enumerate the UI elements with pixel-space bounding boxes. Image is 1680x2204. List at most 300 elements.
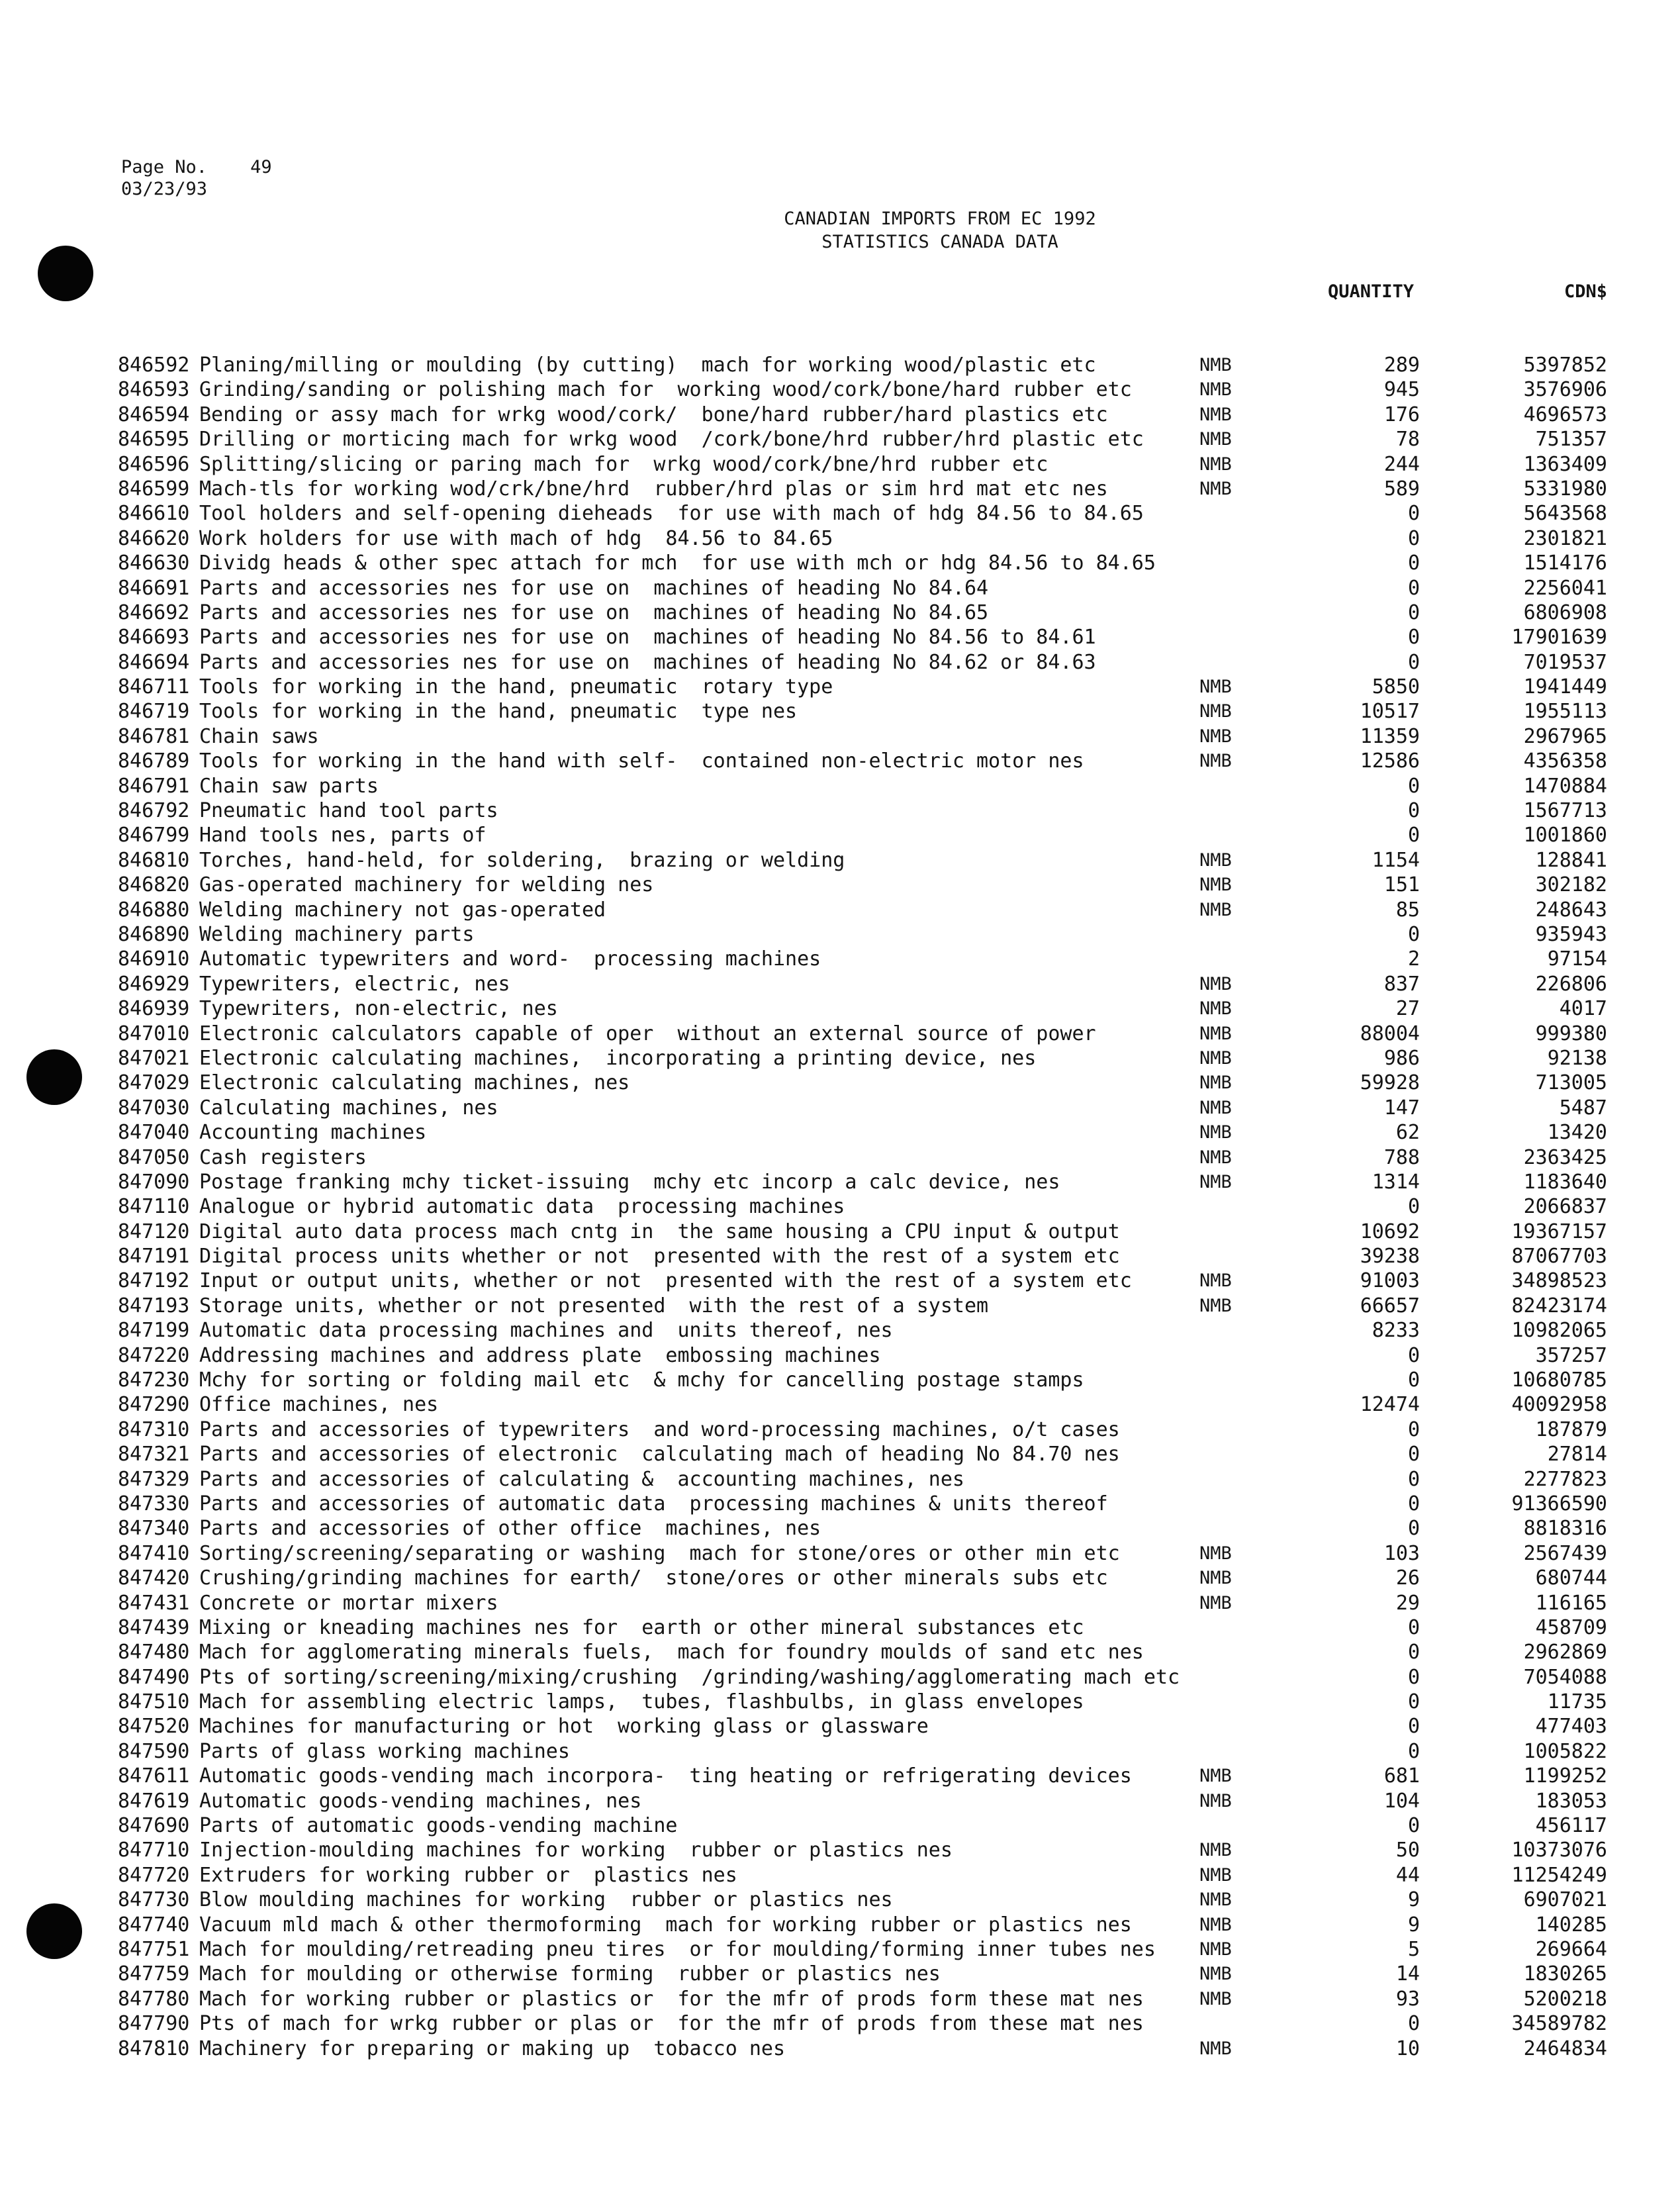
table-row — [0, 873, 1680, 897]
unit-of-measure: NMB — [1199, 1840, 1232, 1861]
table-row — [0, 1467, 1680, 1492]
commodity-description: Electronic calculators capable of oper without an external source of power — [199, 1022, 1096, 1045]
commodity-code: 847510 — [118, 1690, 190, 1714]
quantity-value: 0 — [1407, 1492, 1420, 1515]
unit-of-measure: NMB — [1199, 355, 1232, 375]
quantity-value: 0 — [1407, 1715, 1420, 1739]
table-row — [0, 1739, 1680, 1764]
table-row — [0, 1442, 1680, 1466]
table-row — [0, 501, 1680, 526]
report-title: CANADIAN IMPORTS FROM EC 1992 — [784, 209, 1096, 229]
commodity-description: Mixing or kneading machines nes for earth or other mineral substances etc — [199, 1615, 1084, 1639]
table-row — [0, 1046, 1680, 1071]
commodity-code: 847790 — [118, 2012, 190, 2036]
commodity-description: Planing/milling or moulding (by cutting) mach for working wood/plastic etc — [199, 354, 1096, 377]
quantity-value: 44 — [1395, 1863, 1420, 1887]
commodity-code: 847230 — [118, 1368, 190, 1392]
cdn-dollar-value: 2301821 — [1523, 526, 1607, 550]
cdn-dollar-value: 456117 — [1535, 1814, 1607, 1838]
commodity-code: 847310 — [118, 1417, 190, 1441]
commodity-code: 847590 — [118, 1739, 190, 1763]
cdn-dollar-value: 226806 — [1535, 972, 1607, 996]
commodity-description: Chain saws — [199, 724, 319, 748]
cdn-dollar-value: 1183640 — [1523, 1170, 1607, 1194]
table-row — [0, 996, 1680, 1021]
table-row — [0, 1318, 1680, 1343]
commodity-code: 846799 — [118, 824, 190, 847]
commodity-code: 847710 — [118, 1839, 190, 1862]
commodity-code: 846691 — [118, 576, 190, 600]
cdn-dollar-value: 10680785 — [1511, 1368, 1607, 1392]
cdn-dollar-value: 1005822 — [1523, 1739, 1607, 1763]
commodity-code: 846929 — [118, 972, 190, 996]
quantity-value: 91003 — [1360, 1269, 1420, 1293]
cdn-dollar-value: 34898523 — [1511, 1269, 1607, 1293]
unit-of-measure: NMB — [1199, 429, 1232, 450]
commodity-description: Pts of mach for wrkg rubber or plas or for the mfr of prods from these mat nes — [199, 2012, 1144, 2036]
table-row — [0, 1244, 1680, 1269]
unit-of-measure: NMB — [1199, 454, 1232, 475]
table-row — [0, 1690, 1680, 1714]
table-row — [0, 724, 1680, 749]
cdn-dollar-value: 1363409 — [1523, 452, 1607, 476]
table-row — [0, 823, 1680, 847]
cdn-dollar-value: 116165 — [1535, 1591, 1607, 1615]
table-row — [0, 1863, 1680, 1888]
commodity-description: Gas-operated machinery for welding nes — [199, 873, 654, 897]
table-row — [0, 526, 1680, 551]
commodity-description: Work holders for use with mach of hdg 84.56 to 84.65 — [199, 526, 833, 550]
cdn-dollar-value: 5487 — [1559, 1096, 1607, 1120]
table-row — [0, 427, 1680, 452]
table-row — [0, 625, 1680, 649]
commodity-code: 847759 — [118, 1962, 190, 1986]
commodity-description: Crushing/grinding machines for earth/ stone/ores or other minerals subs etc — [199, 1566, 1108, 1590]
cdn-dollar-value: 2277823 — [1523, 1467, 1607, 1491]
quantity-value: 0 — [1407, 551, 1420, 575]
commodity-code: 847751 — [118, 1938, 190, 1961]
commodity-description: Typewriters, non-electric, nes — [199, 997, 558, 1021]
table-row — [0, 1764, 1680, 1788]
commodity-code: 847740 — [118, 1913, 190, 1937]
unit-of-measure: NMB — [1199, 1122, 1232, 1143]
unit-of-measure: NMB — [1199, 1790, 1232, 1811]
commodity-description: Parts and accessories of automatic data processing machines & units thereof — [199, 1492, 1108, 1515]
table-row — [0, 1022, 1680, 1046]
import-table — [0, 353, 1680, 2061]
table-row — [0, 551, 1680, 575]
commodity-description: Mach-tls for working wod/crk/bne/hrd rubber/hrd plas or sim hrd mat etc nes — [199, 477, 1108, 501]
table-row — [0, 452, 1680, 477]
table-row — [0, 1640, 1680, 1664]
commodity-code: 847520 — [118, 1715, 190, 1739]
commodity-code: 847730 — [118, 1888, 190, 1912]
commodity-code: 847619 — [118, 1789, 190, 1813]
quantity-value: 5850 — [1372, 675, 1420, 699]
commodity-description: Tools for working in the hand with self- contained non-electric motor nes — [199, 749, 1084, 773]
quantity-value: 5 — [1407, 1938, 1420, 1961]
quantity-value: 1314 — [1372, 1170, 1420, 1194]
quantity-value: 589 — [1383, 477, 1420, 501]
quantity-value: 788 — [1383, 1145, 1420, 1169]
commodity-description: Digital auto data process mach cntg in the same housing a CPU input & output — [199, 1220, 1120, 1243]
commodity-description: Mach for agglomerating minerals fuels, mach for foundry moulds of sand etc nes — [199, 1641, 1144, 1664]
commodity-code: 847420 — [118, 1566, 190, 1590]
commodity-code: 846711 — [118, 675, 190, 699]
table-row — [0, 1368, 1680, 1392]
table-row — [0, 1120, 1680, 1145]
commodity-description: Torches, hand-held, for soldering, brazing or welding — [199, 848, 845, 872]
commodity-code: 847431 — [118, 1591, 190, 1615]
unit-of-measure: NMB — [1199, 1592, 1232, 1613]
cdn-dollar-value: 1470884 — [1523, 774, 1607, 798]
unit-of-measure: NMB — [1199, 379, 1232, 401]
report-subtitle: STATISTICS CANADA DATA — [821, 232, 1058, 252]
commodity-description: Automatic data processing machines and units thereof, nes — [199, 1319, 893, 1343]
commodity-code: 846592 — [118, 354, 190, 377]
cdn-dollar-value: 248643 — [1535, 898, 1607, 922]
commodity-description: Tools for working in the hand, pneumatic rotary type — [199, 675, 833, 699]
commodity-code: 847490 — [118, 1665, 190, 1689]
quantity-value: 0 — [1407, 2012, 1420, 2036]
cdn-dollar-value: 2363425 — [1523, 1145, 1607, 1169]
cdn-dollar-value: 92138 — [1547, 1046, 1607, 1070]
commodity-code: 847191 — [118, 1245, 190, 1269]
table-row — [0, 898, 1680, 922]
quantity-value: 66657 — [1360, 1294, 1420, 1318]
commodity-description: Dividg heads & other spec attach for mch for use with mch or hdg 84.56 to 84.65 — [199, 551, 1156, 575]
commodity-code: 846719 — [118, 700, 190, 724]
quantity-value: 39238 — [1360, 1245, 1420, 1269]
unit-of-measure: NMB — [1199, 1171, 1232, 1192]
cdn-dollar-value: 97154 — [1547, 947, 1607, 971]
table-row — [0, 922, 1680, 947]
commodity-description: Mach for assembling electric lamps, tubes, flashbulbs, in glass envelopes — [199, 1690, 1084, 1714]
cdn-dollar-value: 82423174 — [1511, 1294, 1607, 1318]
cdn-dollar-value: 2962869 — [1523, 1641, 1607, 1664]
cdn-dollar-value: 7019537 — [1523, 650, 1607, 674]
commodity-code: 846939 — [118, 997, 190, 1021]
cdn-dollar-value: 935943 — [1535, 922, 1607, 946]
commodity-description: Automatic typewriters and word- processing machines — [199, 947, 821, 971]
commodity-code: 847029 — [118, 1071, 190, 1095]
unit-of-measure: NMB — [1199, 875, 1232, 896]
quantity-value: 1154 — [1372, 848, 1420, 872]
table-row — [0, 1813, 1680, 1838]
unit-of-measure: NMB — [1199, 677, 1232, 698]
quantity-value: 50 — [1395, 1839, 1420, 1862]
commodity-description: Drilling or morticing mach for wrkg wood /cork/bone/hrd rubber/hrd plastic etc — [199, 428, 1144, 452]
cdn-dollar-value: 40092958 — [1511, 1393, 1607, 1417]
page-label: Page No. — [121, 157, 208, 177]
commodity-description: Mach for working rubber or plastics or for the mfr of prods form these mat nes — [199, 1987, 1144, 2011]
table-row — [0, 1714, 1680, 1739]
commodity-description: Mach for moulding or otherwise forming rubber or plastics nes — [199, 1962, 941, 1986]
unit-of-measure: NMB — [1199, 404, 1232, 425]
quantity-value: 2 — [1407, 947, 1420, 971]
column-header-quantity: QUANTITY — [1328, 281, 1415, 302]
cdn-dollar-value: 5200218 — [1523, 1987, 1607, 2011]
table-row — [0, 1492, 1680, 1516]
quantity-value: 78 — [1395, 428, 1420, 452]
commodity-description: Calculating machines, nes — [199, 1096, 498, 1120]
quantity-value: 986 — [1383, 1046, 1420, 1070]
quantity-value: 9 — [1407, 1888, 1420, 1912]
commodity-description: Analogue or hybrid automatic data processing machines — [199, 1195, 845, 1219]
commodity-code: 847021 — [118, 1046, 190, 1070]
commodity-code: 847780 — [118, 1987, 190, 2011]
unit-of-measure: NMB — [1199, 1023, 1232, 1044]
quantity-value: 9 — [1407, 1913, 1420, 1937]
cdn-dollar-value: 2567439 — [1523, 1541, 1607, 1565]
quantity-value: 0 — [1407, 650, 1420, 674]
table-row — [0, 1541, 1680, 1566]
table-row — [0, 403, 1680, 427]
unit-of-measure: NMB — [1199, 1047, 1232, 1069]
cdn-dollar-value: 2256041 — [1523, 576, 1607, 600]
table-row — [0, 1170, 1680, 1194]
unit-of-measure: NMB — [1199, 1568, 1232, 1589]
table-row — [0, 600, 1680, 625]
table-row — [0, 1392, 1680, 1417]
quantity-value: 62 — [1395, 1121, 1420, 1145]
commodity-description: Input or output units, whether or not presented with the rest of a system etc — [199, 1269, 1132, 1293]
unit-of-measure: NMB — [1199, 751, 1232, 772]
cdn-dollar-value: 2464834 — [1523, 2036, 1607, 2060]
table-row — [0, 1096, 1680, 1120]
unit-of-measure: NMB — [1199, 1295, 1232, 1316]
unit-of-measure: NMB — [1199, 1543, 1232, 1564]
commodity-description: Concrete or mortar mixers — [199, 1591, 498, 1615]
table-row — [0, 1269, 1680, 1293]
cdn-dollar-value: 3576906 — [1523, 378, 1607, 402]
commodity-description: Welding machinery parts — [199, 922, 475, 946]
cdn-dollar-value: 13420 — [1547, 1121, 1607, 1145]
commodity-description: Splitting/slicing or paring mach for wrkg wood/cork/bne/hrd rubber etc — [199, 452, 1049, 476]
quantity-value: 10692 — [1360, 1220, 1420, 1243]
commodity-code: 846693 — [118, 626, 190, 649]
commodity-code: 846595 — [118, 428, 190, 452]
cdn-dollar-value: 7054088 — [1523, 1665, 1607, 1689]
unit-of-measure: NMB — [1199, 2038, 1232, 2059]
commodity-description: Parts and accessories of typewriters and word-processing machines, o/t cases — [199, 1417, 1120, 1441]
commodity-description: Pts of sorting/screening/mixing/crushing /grinding/washing/agglomerating mach etc — [199, 1665, 1180, 1689]
cdn-dollar-value: 1001860 — [1523, 824, 1607, 847]
cdn-dollar-value: 140285 — [1535, 1913, 1607, 1937]
quantity-value: 0 — [1407, 1690, 1420, 1714]
unit-of-measure: NMB — [1199, 849, 1232, 871]
cdn-dollar-value: 6806908 — [1523, 600, 1607, 624]
cdn-dollar-value: 269664 — [1535, 1938, 1607, 1961]
table-row — [0, 675, 1680, 699]
commodity-description: Parts and accessories of electronic calculating mach of heading No 84.70 nes — [199, 1443, 1120, 1466]
quantity-value: 0 — [1407, 1467, 1420, 1491]
quantity-value: 0 — [1407, 922, 1420, 946]
table-row — [0, 1343, 1680, 1368]
table-row — [0, 1194, 1680, 1219]
quantity-value: 0 — [1407, 1814, 1420, 1838]
table-row — [0, 1220, 1680, 1244]
quantity-value: 289 — [1383, 354, 1420, 377]
quantity-value: 27 — [1395, 997, 1420, 1021]
commodity-description: Pneumatic hand tool parts — [199, 799, 498, 823]
commodity-description: Bending or assy mach for wrkg wood/cork/ bone/hard rubber/hard plastics etc — [199, 403, 1108, 426]
commodity-description: Tools for working in the hand, pneumatic type nes — [199, 700, 798, 724]
unit-of-measure: NMB — [1199, 1097, 1232, 1118]
quantity-value: 147 — [1383, 1096, 1420, 1120]
cdn-dollar-value: 183053 — [1535, 1789, 1607, 1813]
commodity-description: Parts and accessories nes for use on machines of heading No 84.56 to 84.61 — [199, 626, 1096, 649]
quantity-value: 59928 — [1360, 1071, 1420, 1095]
quantity-value: 0 — [1407, 1641, 1420, 1664]
table-row — [0, 1987, 1680, 2011]
quantity-value: 945 — [1383, 378, 1420, 402]
unit-of-measure: NMB — [1199, 1939, 1232, 1960]
table-row — [0, 848, 1680, 873]
cdn-dollar-value: 187879 — [1535, 1417, 1607, 1441]
commodity-description: Storage units, whether or not presented with the rest of a system — [199, 1294, 989, 1318]
commodity-description: Sorting/screening/separating or washing mach for stone/ores or other min etc — [199, 1541, 1120, 1565]
commodity-description: Automatic goods-vending machines, nes — [199, 1789, 642, 1813]
cdn-dollar-value: 19367157 — [1511, 1220, 1607, 1243]
table-row — [0, 377, 1680, 402]
cdn-dollar-value: 17901639 — [1511, 626, 1607, 649]
commodity-code: 847410 — [118, 1541, 190, 1565]
table-row — [0, 1937, 1680, 1962]
commodity-code: 847439 — [118, 1615, 190, 1639]
table-row — [0, 650, 1680, 675]
table-row — [0, 1838, 1680, 1862]
commodity-code: 846890 — [118, 922, 190, 946]
commodity-description: Electronic calculating machines, incorporating a printing device, nes — [199, 1046, 1037, 1070]
cdn-dollar-value: 10373076 — [1511, 1839, 1607, 1862]
commodity-description: Parts and accessories nes for use on machines of heading No 84.62 or 84.63 — [199, 650, 1096, 674]
commodity-description: Welding machinery not gas-operated — [199, 898, 606, 922]
table-row — [0, 774, 1680, 798]
table-row — [0, 1294, 1680, 1318]
commodity-code: 847340 — [118, 1517, 190, 1541]
table-row — [0, 749, 1680, 773]
quantity-value: 0 — [1407, 502, 1420, 526]
commodity-description: Parts and accessories of calculating & accounting machines, nes — [199, 1467, 964, 1491]
cdn-dollar-value: 2066837 — [1523, 1195, 1607, 1219]
unit-of-measure: NMB — [1199, 998, 1232, 1020]
commodity-code: 846781 — [118, 724, 190, 748]
quantity-value: 104 — [1383, 1789, 1420, 1813]
cdn-dollar-value: 1514176 — [1523, 551, 1607, 575]
quantity-value: 0 — [1407, 600, 1420, 624]
table-row — [0, 2011, 1680, 2036]
unit-of-measure: NMB — [1199, 1766, 1232, 1787]
quantity-value: 151 — [1383, 873, 1420, 897]
quantity-value: 0 — [1407, 1443, 1420, 1466]
commodity-code: 846610 — [118, 502, 190, 526]
commodity-code: 847040 — [118, 1121, 190, 1145]
commodity-code: 846594 — [118, 403, 190, 426]
commodity-code: 847321 — [118, 1443, 190, 1466]
column-header-value: CDN$ — [1563, 281, 1607, 302]
unit-of-measure: NMB — [1199, 1914, 1232, 1935]
unit-of-measure: NMB — [1199, 1073, 1232, 1094]
unit-of-measure: NMB — [1199, 701, 1232, 722]
cdn-dollar-value: 5643568 — [1523, 502, 1607, 526]
commodity-description: Injection-moulding machines for working rubber or plastics nes — [199, 1839, 953, 1862]
report-date: 03/23/93 — [121, 179, 208, 199]
quantity-value: 11359 — [1360, 724, 1420, 748]
cdn-dollar-value: 713005 — [1535, 1071, 1607, 1095]
cdn-dollar-value: 302182 — [1535, 873, 1607, 897]
table-row — [0, 1566, 1680, 1590]
unit-of-measure: NMB — [1199, 1270, 1232, 1292]
commodity-code: 846593 — [118, 378, 190, 402]
cdn-dollar-value: 357257 — [1535, 1343, 1607, 1367]
commodity-description: Tool holders and self-opening dieheads for use with mach of hdg 84.56 to 84.65 — [199, 502, 1144, 526]
quantity-value: 12586 — [1360, 749, 1420, 773]
table-row — [0, 1789, 1680, 1813]
commodity-description: Parts and accessories nes for use on machines of heading No 84.65 — [199, 600, 989, 624]
unit-of-measure: NMB — [1199, 1147, 1232, 1168]
commodity-code: 847220 — [118, 1343, 190, 1367]
commodity-description: Office machines, nes — [199, 1393, 439, 1417]
commodity-description: Mach for moulding/retreading pneu tires or for moulding/forming inner tubes nes — [199, 1938, 1156, 1961]
cdn-dollar-value: 1830265 — [1523, 1962, 1607, 1986]
table-row — [0, 1071, 1680, 1095]
quantity-value: 244 — [1383, 452, 1420, 476]
commodity-code: 846694 — [118, 650, 190, 674]
commodity-description: Grinding/sanding or polishing mach for working wood/cork/bone/hard rubber etc — [199, 378, 1132, 402]
table-row — [0, 1665, 1680, 1690]
unit-of-measure: NMB — [1199, 1890, 1232, 1911]
commodity-description: Postage franking mchy ticket-issuing mchy etc incorp a calc device, nes — [199, 1170, 1060, 1194]
commodity-code: 847110 — [118, 1195, 190, 1219]
quantity-value: 0 — [1407, 626, 1420, 649]
commodity-code: 847090 — [118, 1170, 190, 1194]
quantity-value: 26 — [1395, 1566, 1420, 1590]
commodity-code: 846620 — [118, 526, 190, 550]
unit-of-measure: NMB — [1199, 478, 1232, 499]
quantity-value: 0 — [1407, 1739, 1420, 1763]
commodity-code: 847720 — [118, 1863, 190, 1887]
cdn-dollar-value: 128841 — [1535, 848, 1607, 872]
commodity-description: Digital process units whether or not presented with the rest of a system etc — [199, 1245, 1120, 1269]
commodity-description: Blow moulding machines for working rubber or plastics nes — [199, 1888, 893, 1912]
commodity-description: Addressing machines and address plate embossing machines — [199, 1343, 881, 1367]
quantity-value: 176 — [1383, 403, 1420, 426]
cdn-dollar-value: 2967965 — [1523, 724, 1607, 748]
commodity-code: 847690 — [118, 1814, 190, 1838]
cdn-dollar-value: 27814 — [1547, 1443, 1607, 1466]
commodity-code: 846910 — [118, 947, 190, 971]
commodity-code: 846791 — [118, 774, 190, 798]
quantity-value: 10 — [1395, 2036, 1420, 2060]
commodity-code: 847193 — [118, 1294, 190, 1318]
unit-of-measure: NMB — [1199, 1864, 1232, 1886]
commodity-description: Automatic goods-vending mach incorpora- ting heating or refrigerating devices — [199, 1764, 1132, 1788]
commodity-description: Vacuum mld mach & other thermoforming mach for working rubber or plastics nes — [199, 1913, 1132, 1937]
table-row — [0, 1913, 1680, 1937]
commodity-description: Parts and accessories nes for use on machines of heading No 84.64 — [199, 576, 989, 600]
commodity-code: 846630 — [118, 551, 190, 575]
cdn-dollar-value: 1199252 — [1523, 1764, 1607, 1788]
cdn-dollar-value: 751357 — [1535, 428, 1607, 452]
table-row — [0, 947, 1680, 971]
quantity-value: 0 — [1407, 526, 1420, 550]
table-row — [0, 1145, 1680, 1170]
quantity-value: 0 — [1407, 1615, 1420, 1639]
table-row — [0, 1888, 1680, 1912]
commodity-code: 846792 — [118, 799, 190, 823]
quantity-value: 0 — [1407, 1417, 1420, 1441]
